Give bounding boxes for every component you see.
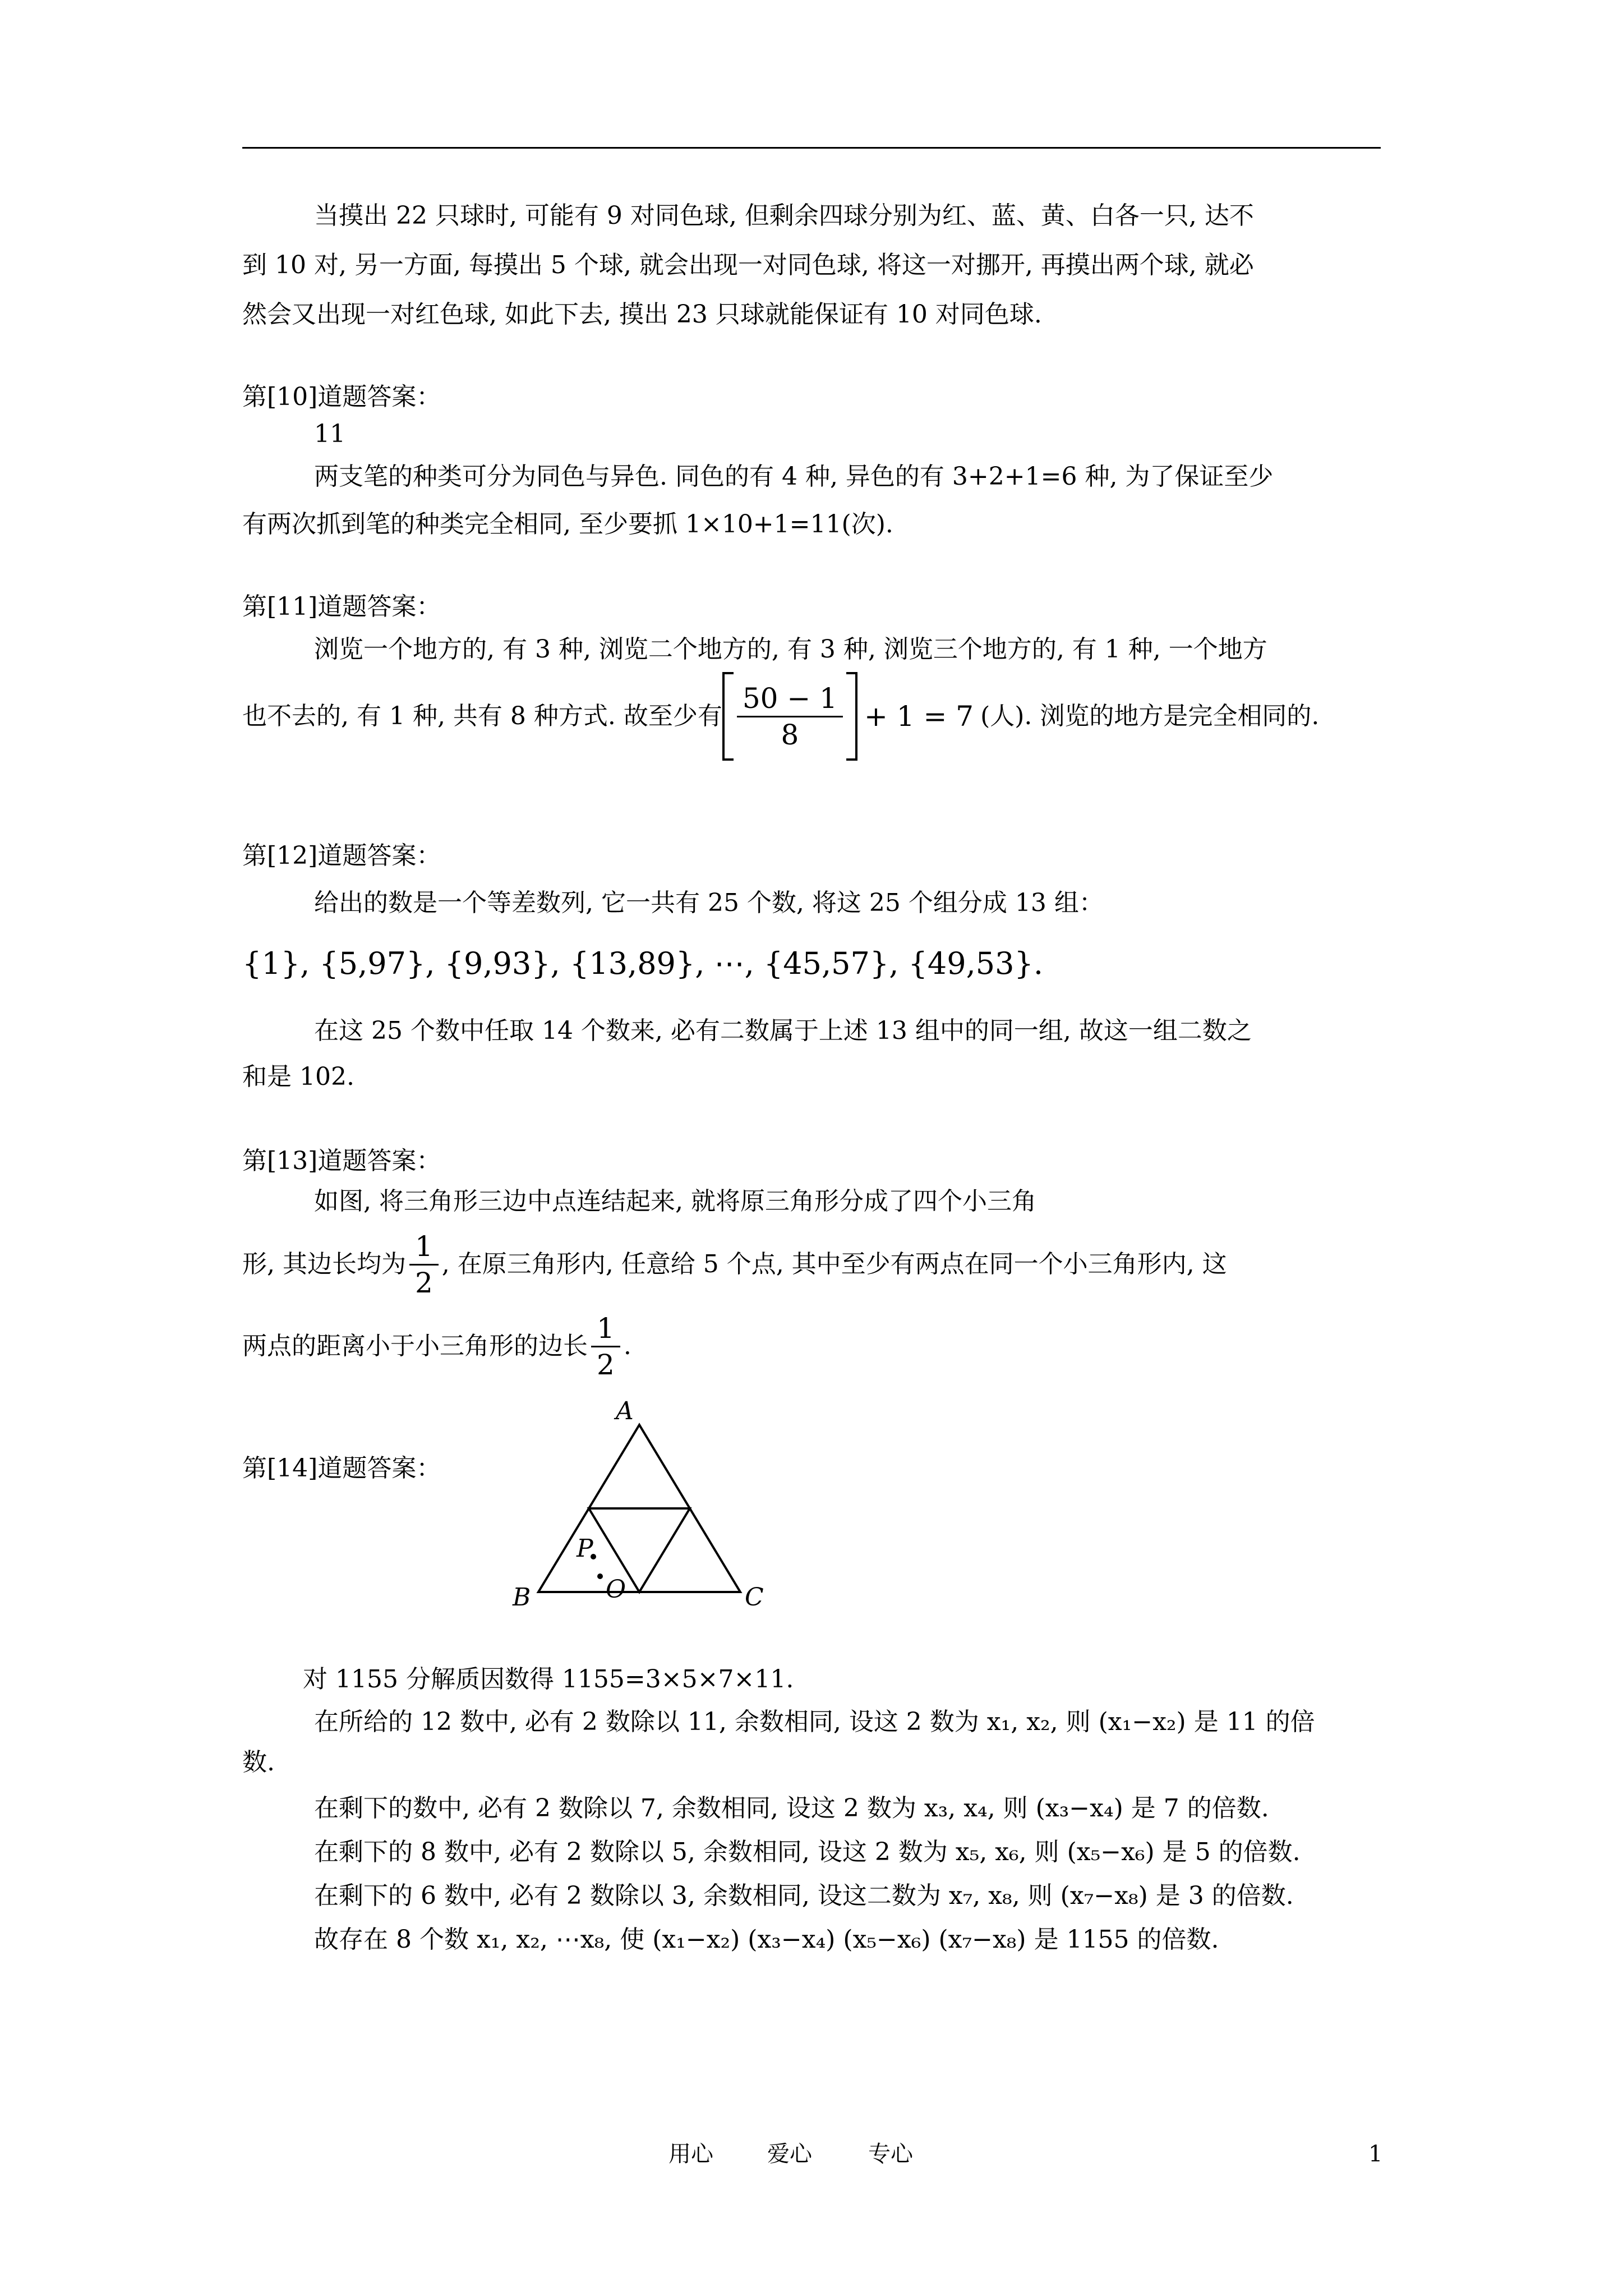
q12-heading: 第[12]道题答案：: [242, 841, 441, 870]
half-numerator-2: 1: [591, 1311, 620, 1347]
q13-line-3-post: .: [623, 1332, 631, 1360]
header-rule: [242, 147, 1381, 149]
q14-line-7: 故存在 8 个数 x₁, x₂, ⋯x₈, 使 (x₁−x₂) (x₃−x₄) (x₅−x₆) (x₇−x₈) 是 1155 的倍数.: [314, 1925, 1219, 1954]
q11-line-2-pre: 也不去的, 有 1 种, 共有 8 种方式. 故至少有: [242, 702, 722, 730]
q13-heading: 第[13]道题答案：: [242, 1147, 441, 1175]
q13-line-2: [242, 1225, 1227, 1304]
label-o: O: [606, 1575, 626, 1604]
p1-line-3: 然会又出现一对红色球, 如此下去, 摸出 23 只球就能保证有 10 对同色球.: [242, 300, 1042, 329]
q10-line-2: 有两次抓到笔的种类完全相同, 至少要抓 1×10+1=11(次).: [242, 510, 893, 539]
half-fraction-2: [591, 1311, 620, 1382]
q14-line-4: 在剩下的数中, 必有 2 数除以 7, 余数相同, 设这 2 数为 x₃, x₄, 则 (x₃−x₄) 是 7 的倍数.: [314, 1794, 1269, 1823]
q12-sets: {1}, {5,97}, {9,93}, {13,89}, ⋯, {45,57}, {49,53}.: [242, 946, 1044, 981]
q14-line-3: 数.: [242, 1748, 275, 1777]
p1-line-1: 当摸出 22 只球时, 可能有 9 对同色球, 但剩余四球分别为红、蓝、黄、白各一只, 达不: [314, 201, 1254, 230]
p1-line-2: 到 10 对, 另一方面, 每摸出 5 个球, 就会出现一对同色球, 将这一对挪开, 再摸出两个球, 就必: [242, 251, 1254, 279]
q11-line-1: 浏览一个地方的, 有 3 种, 浏览二个地方的, 有 3 种, 浏览三个地方的, 有 1 种, 一个地方: [314, 635, 1267, 664]
q12-line-1: 给出的数是一个等差数列, 它一共有 25 个数, 将这 25 个组分成 13 组：: [314, 889, 1104, 917]
q11-line-2-post: (人). 浏览的地方是完全相同的.: [980, 702, 1320, 730]
q14-line-5: 在剩下的 8 数中, 必有 2 数除以 5, 余数相同, 设这 2 数为 x₅, x₆, 则 (x₅−x₆) 是 5 的倍数.: [314, 1838, 1301, 1866]
half-numerator: 1: [409, 1229, 439, 1266]
q14-heading: 第[14]道题答案：: [242, 1454, 441, 1483]
q14-line-1: 对 1155 分解质因数得 1155=3×5×7×11.: [303, 1665, 794, 1694]
q11-line-2: [242, 669, 1319, 764]
q11-equation-tail: + 1 = 7: [864, 700, 974, 733]
q13-line-2-post: , 在原三角形内, 任意给 5 个点, 其中至少有两点在同一个小三角形内, 这: [441, 1250, 1227, 1278]
q12-line-4: 和是 102.: [242, 1062, 354, 1091]
q13-line-1: 如图, 将三角形三边中点连结起来, 就将原三角形分成了四个小三角: [314, 1187, 1036, 1216]
q14-line-2: 在所给的 12 数中, 必有 2 数除以 11, 余数相同, 设这 2 数为 x₁, x₂, 则 (x₁−x₂) 是 11 的倍: [314, 1708, 1315, 1736]
footer-motto-3: 专心: [868, 2141, 913, 2167]
footer-motto-1: 用心: [668, 2141, 713, 2167]
label-b: B: [513, 1583, 531, 1610]
half-denominator: 2: [414, 1266, 433, 1299]
label-a: A: [616, 1397, 634, 1425]
footer-motto-2: 爱心: [767, 2141, 812, 2167]
midpoint-triangle: [589, 1508, 690, 1592]
q11-fraction-denominator: 8: [781, 718, 799, 751]
q14-line-6: 在剩下的 6 数中, 必有 2 数除以 3, 余数相同, 设这二数为 x₇, x₈, 则 (x₇−x₈) 是 3 的倍数.: [314, 1881, 1294, 1910]
q13-line-3-pre: 两点的距离小于小三角形的边长: [242, 1332, 588, 1360]
q10-heading: 第[10]道题答案：: [242, 383, 441, 411]
half-fraction: [409, 1229, 439, 1300]
q13-line-2-pre: 形, 其边长均为: [242, 1250, 406, 1278]
half-denominator-2: 2: [597, 1348, 615, 1381]
q11-heading: 第[11]道题答案：: [242, 592, 441, 621]
label-c: C: [745, 1583, 764, 1610]
page-number: 1: [1368, 2141, 1383, 2167]
q10-line-1: 两支笔的种类可分为同色与异色. 同色的有 4 种, 异色的有 3+2+1=6 种, 为了保证至少: [314, 462, 1274, 491]
point-o-dot: [597, 1573, 603, 1579]
q11-fraction: [737, 681, 843, 752]
q13-line-3: [242, 1307, 631, 1386]
left-floor-bracket: [722, 672, 734, 761]
triangle-figure: [494, 1386, 785, 1610]
q11-fraction-numerator: 50 − 1: [737, 681, 843, 717]
right-floor-bracket: [846, 672, 857, 761]
label-p: P: [577, 1534, 593, 1563]
q10-answer: 11: [314, 420, 345, 448]
q12-line-3: 在这 25 个数中任取 14 个数来, 必有二数属于上述 13 组中的同一组, 故这一组二数之: [314, 1016, 1252, 1045]
